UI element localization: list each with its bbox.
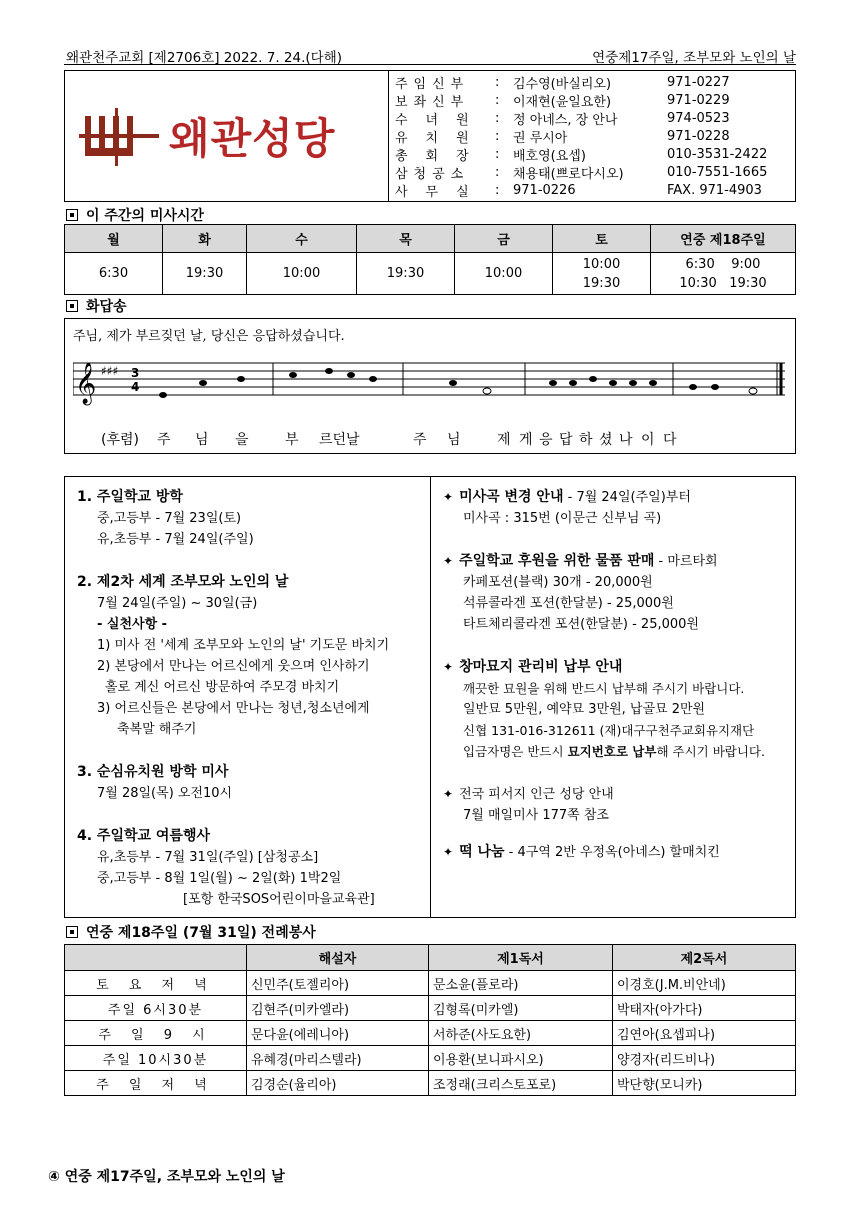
psalm-section-title: 화답송	[66, 296, 127, 316]
svg-text:♯♯♯: ♯♯♯	[101, 364, 119, 378]
notice-item: ✦ 미사곡 변경 안내 - 7월 24일(주일)부터	[443, 489, 691, 505]
psalm-lyrics: (후렴) 주 님 을 부 르던날 주 님 제 게 응 답 하 셨 나 이 다	[101, 432, 677, 448]
notice-title: 4. 주일학교 여름행사	[77, 828, 210, 844]
staff-row: 총회장 : 배호영(요셉) 010-3531-2422	[395, 146, 768, 164]
notices-left: 1. 주일학교 방학 중,고등부 - 7월 23일(토) 유,초등부 - 7월 24일(주일) 2. 제2차 세계 조부모와 노인의 날 7월 24일(주일) ~ 30일(금) - 실천사항 - 1) 미사 전 '세계 조부모와 노인의 날' 기도문 바치기 2) 본당에서 만나는 어르신에게 웃으며 인사하기 홀로 계신 어르신 방문하여 주모경 바치기 3) 어르신들은 본당에서 만나는 청년,청소년에게 축복말 해주기 3. 순심유치원 방학 미사 7월 28일(목) 오전10시 4. 주일학교 여름행사 유,초등부 - 7월 31일(주일) [삼청공소] 중,고등부 - 8월 1일(월) ~ 2일(화) 1박2일 [포항 한국SOS어린이마을교육관]	[65, 477, 431, 917]
psalm-response: 주님, 제가 부르짖던 날, 당신은 응답하셨습니다.	[73, 329, 345, 344]
star-icon: ✦	[443, 490, 454, 504]
notice-title: 1. 주일학교 방학	[77, 489, 183, 505]
table-header-row: 월 화 수 목 금 토 연중 제18주일	[65, 225, 796, 253]
parish-name: 왜관성당	[169, 114, 336, 163]
psalm-box	[64, 318, 796, 454]
page-footer: ④ 연중 제17주일, 조부모와 노인의 날	[48, 1169, 285, 1185]
notice-item: ✦ 주일학교 후원을 위한 물품 판매 - 마르타회	[443, 553, 718, 569]
table-row: 6:30 19:30 10:00 19:30 10:00 10:00 19:30 6:30 9:00 10:30 19:30	[65, 253, 796, 295]
table-row: 주일 6시30분 김현주(미카엘라) 김형록(미카엘) 박태자(아가다)	[65, 996, 796, 1021]
bulletin-header	[66, 46, 796, 66]
music-staff-icon	[73, 351, 789, 421]
table-row: 주일 10시30분 유혜경(마리스텔라) 이용환(보니파시오) 양경자(리드비나)	[65, 1046, 796, 1071]
notice-item: ✦ 창마묘지 관리비 납부 안내	[443, 659, 623, 675]
staff-list	[389, 71, 795, 201]
staff-row: 주임신부 : 김수영(바실리오) 971-0227	[395, 74, 730, 92]
table-row: 주 일 9 시 문다윤(에레니아) 서하준(사도요한) 김연아(요셉피나)	[65, 1021, 796, 1046]
mass-section-title: 이 주간의 미사시간	[66, 205, 204, 225]
liturgy-section-title: 연중 제18주일 (7월 31일) 전례봉사	[66, 922, 316, 942]
table-header-row: 해설자 제1독서 제2독서	[65, 945, 796, 971]
bullet-square-icon	[66, 926, 78, 938]
staff-row: 보좌신부 : 이재현(윤일요한) 971-0229	[395, 92, 730, 110]
staff-row: 유치원 : 권 루시아 971-0228	[395, 128, 730, 146]
mass-schedule-table	[64, 224, 796, 295]
star-icon: ✦	[443, 845, 454, 859]
star-icon: ✦	[443, 554, 454, 568]
church-logo-icon	[79, 106, 159, 166]
bulletin-occasion: 연중제17주일, 조부모와 노인의 날	[592, 50, 796, 66]
notice-item: ✦ 떡 나눔 - 4구역 2반 우정옥(아네스) 할매치킨	[443, 844, 720, 860]
notice-item: ✦ 전국 피서지 인근 성당 안내	[443, 787, 614, 802]
notices-right: ✦ 미사곡 변경 안내 - 7월 24일(주일)부터 미사곡 : 315번 (이문근 신부님 곡) ✦ 주일학교 후원을 위한 물품 판매 - 마르타회 카페포션(블랙) 30개 - 20,000원 석류콜라겐 포션(한달분) - 25,000원 타트체리콜라겐 포션(한달분) - 25,000원 ✦ 창마묘지 관리비 납부 안내 깨끗한 묘원을 위해 반드시 납부해 주시기 바랍니다. 일반묘 5만원, 예약묘 3만원, 납골묘 2만원 신협 131-016-312611 (재)대구구천주교회유지재단 입금자명은 반드시 묘지번호로 납부해 주시기 바랍니다. ✦ 전국 피서지 인근 성당 안내 7월 매일미사 177쪽 참조 ✦ 떡 나눔 - 4구역 2반 우정옥(아네스) 할매치킨	[431, 477, 795, 917]
svg-text:3: 3	[131, 366, 140, 380]
parish-info-box	[64, 70, 796, 202]
notice-title: 2. 제2차 세계 조부모와 노인의 날	[77, 574, 289, 590]
svg-text:𝄞: 𝄞	[75, 363, 97, 404]
star-icon: ✦	[443, 787, 454, 801]
star-icon: ✦	[443, 660, 454, 674]
bulletin-issue: 왜관천주교회 [제2706호] 2022. 7. 24.(다해)	[66, 50, 342, 66]
logo	[65, 71, 389, 201]
staff-row: 사무실 : 971-0226 FAX. 971-4903	[395, 182, 762, 200]
bullet-square-icon	[66, 300, 78, 312]
notices-box	[64, 476, 796, 918]
bullet-square-icon	[66, 209, 78, 221]
staff-row: 삼청공소 : 채용태(쁘로다시오) 010-7551-1665	[395, 164, 768, 182]
header-rule	[64, 64, 796, 65]
notice-title: 3. 순심유치원 방학 미사	[77, 764, 229, 780]
table-row: 주 일 저 녁 김경순(율리아) 조정래(크리스토포로) 박단향(모니카)	[65, 1071, 796, 1096]
table-row: 토 요 저 녁 신민주(토젤리아) 문소윤(플로라) 이경호(J.M.비안네)	[65, 971, 796, 996]
svg-text:4: 4	[131, 380, 140, 394]
staff-row: 수녀원 : 정 아네스, 장 안나 974-0523	[395, 110, 730, 128]
liturgy-table	[64, 944, 796, 1096]
